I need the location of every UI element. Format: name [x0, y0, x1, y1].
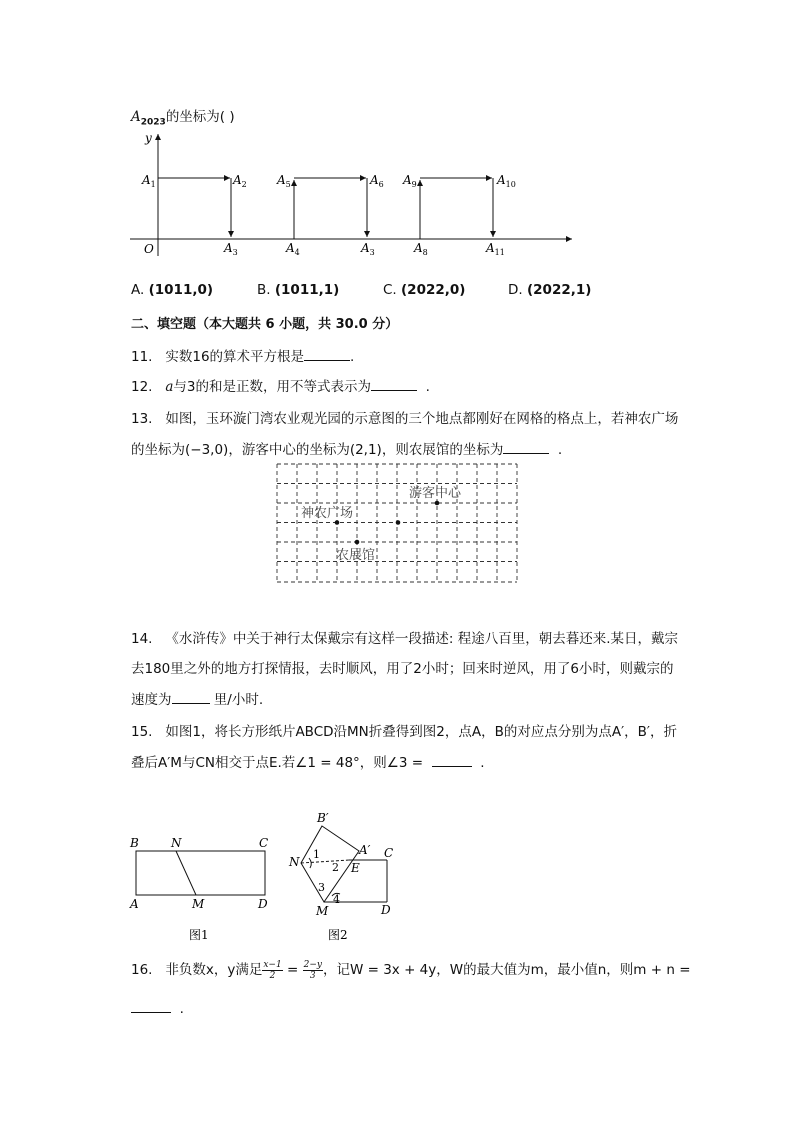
- q10-stem: [131, 105, 235, 128]
- y-axis-label: y: [145, 131, 152, 145]
- q15-answer-blank[interactable]: [432, 754, 472, 767]
- q16-line2: .: [131, 1000, 184, 1017]
- label-A6: $A_6$: [370, 173, 384, 189]
- section-title: 二、填空题（本大题共 6 小题，共 30.0 分）: [131, 317, 399, 332]
- q15-figure-2: [283, 808, 413, 946]
- label-A5: $A_5$: [277, 173, 291, 189]
- q10-graph: [120, 128, 590, 260]
- plaza-label: 神农广场: [301, 506, 354, 521]
- q13-line1: 13. 如图，玉环漩门湾农业观光园的示意图的三个地点都刚好在网格的格点上，若神农广场: [131, 411, 679, 427]
- q15-figure-1: [125, 833, 275, 945]
- svg-text:B: B: [130, 836, 139, 850]
- svg-text:D: D: [381, 903, 391, 917]
- q12-answer-blank[interactable]: [371, 378, 417, 391]
- hall-label: 农展馆: [336, 548, 376, 563]
- center-label: 游客中心: [409, 486, 462, 501]
- q14-line1: 14. 《水浒传》中关于神行太保戴宗有这样一段描述: 程途八百里，朝去暮还来.某日，戴宗: [131, 631, 678, 647]
- label-A3: $A_3$: [224, 241, 238, 257]
- svg-text:B′: B′: [317, 811, 329, 825]
- q10-option-b: B. (1011,1): [257, 282, 340, 298]
- q14-answer-blank[interactable]: [172, 691, 210, 704]
- svg-text:3: 3: [318, 881, 325, 894]
- q10-option-d: D. (2022,1): [508, 282, 592, 298]
- svg-text:N: N: [171, 836, 182, 850]
- svg-text:4: 4: [333, 893, 340, 906]
- label-A1: $A_1$: [142, 173, 156, 189]
- svg-text:C: C: [384, 846, 394, 860]
- q12: 12. a与3的和是正数，用不等式表示为 .: [131, 379, 430, 395]
- origin-label: O: [144, 242, 154, 256]
- svg-text:2: 2: [332, 861, 339, 874]
- label-A7: $A_3$: [361, 241, 375, 257]
- svg-text:N: N: [289, 855, 300, 869]
- svg-text:D: D: [258, 897, 268, 911]
- svg-text:E: E: [351, 861, 360, 875]
- q11: 11. 实数16的算术平方根是 .: [131, 349, 355, 365]
- svg-text:A: A: [130, 897, 139, 911]
- q16-answer-blank[interactable]: [131, 1000, 171, 1013]
- svg-text:1: 1: [313, 848, 320, 861]
- fig2-caption: 图2: [328, 928, 348, 942]
- q16: 16. 非负数x，y满足 $\frac{x-1}{2}$ = $\frac{2-y}{3}$ ，记W = 3x + 4y，W的最大值为m，最小值n，则m + n =: [131, 959, 691, 981]
- label-A9: $A_9$: [403, 173, 417, 189]
- q13-answer-blank[interactable]: [503, 441, 549, 454]
- q10-point-subscript: 2023: [140, 117, 166, 128]
- q13-line2: 的坐标为(−3,0)，游客中心的坐标为(2,1)，则农展馆的坐标为 .: [131, 442, 563, 458]
- fig1-caption: 图1: [189, 928, 209, 942]
- q14-line2: 去180里之外的地方打探情报，去时顺风，用了2小时；回来时逆风，用了6小时，则戴宗的: [131, 661, 674, 677]
- q11-answer-blank[interactable]: [304, 348, 350, 361]
- label-A10: $A_{10}$: [497, 173, 516, 189]
- q13-grid-map: [275, 462, 521, 586]
- center-dot: [435, 501, 440, 506]
- svg-text:C: C: [259, 836, 269, 850]
- svg-text:M: M: [316, 904, 329, 918]
- label-A11: $A_{11}$: [486, 241, 505, 257]
- q10-option-c: C. (2022,0): [383, 282, 466, 298]
- label-A2: $A_2$: [233, 173, 247, 189]
- q10-point-name: A: [131, 109, 141, 125]
- svg-text:A′: A′: [359, 843, 371, 857]
- label-A8: $A_8$: [414, 241, 428, 257]
- svg-text:M: M: [192, 897, 205, 911]
- origin-dot: [396, 520, 401, 525]
- q14-line3: 速度为 里/小时.: [131, 692, 264, 708]
- q15-line1: 15. 如图1，将长方形纸片ABCD沿MN折叠得到图2，点A，B的对应点分别为点A′，B′，折: [131, 724, 677, 740]
- label-A4: $A_4$: [286, 241, 300, 257]
- q15-line2: 叠后A′M与CN相交于点E.若∠1 = 48°，则∠3 = .: [131, 755, 485, 771]
- q10-option-a: A. (1011,0): [131, 282, 214, 298]
- hall-dot: [355, 540, 360, 545]
- q10-stem-text: 的坐标为( ): [165, 109, 235, 125]
